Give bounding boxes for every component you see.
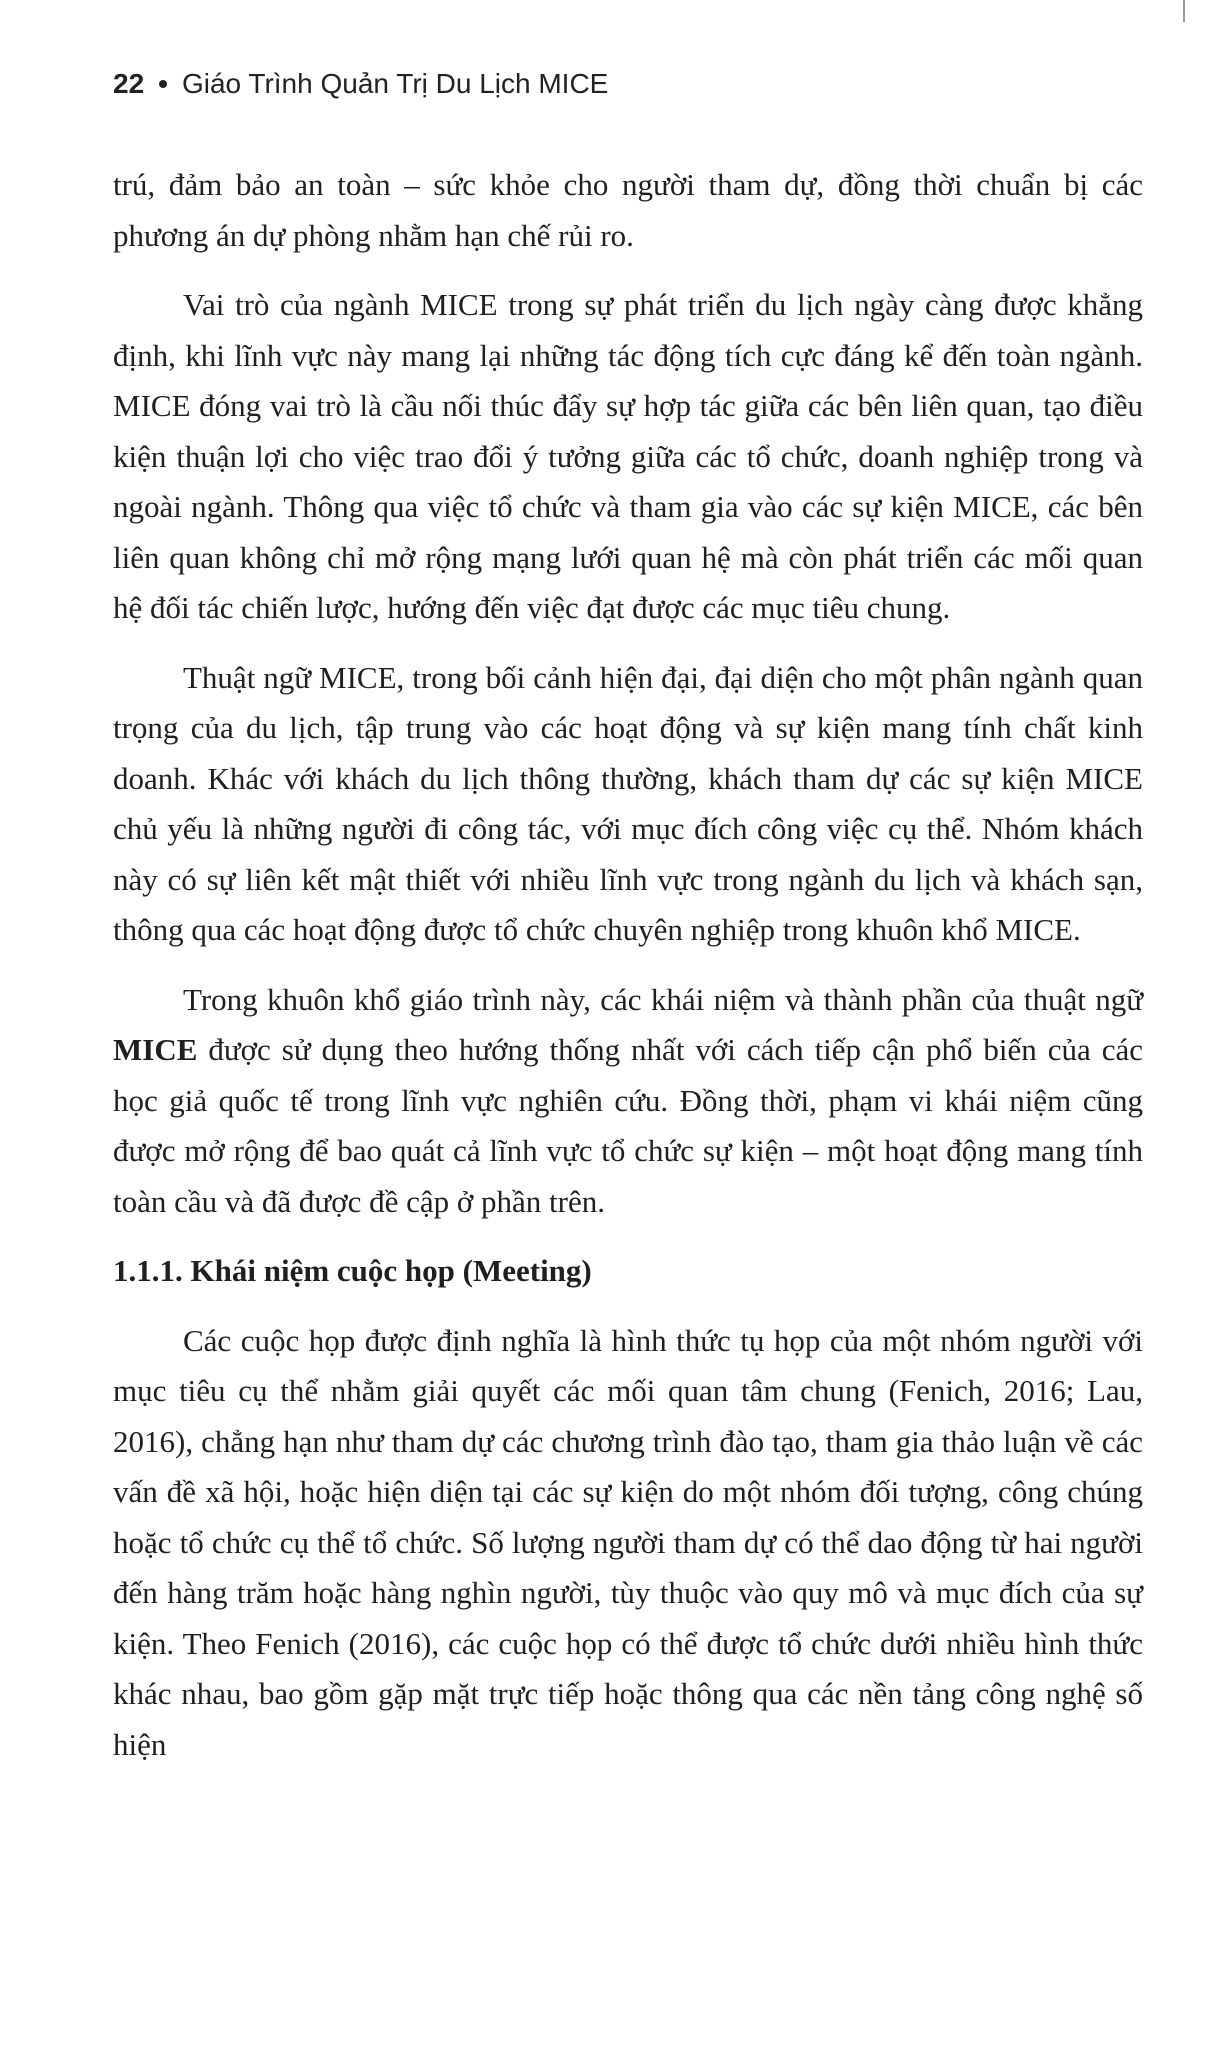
page-edge-mark bbox=[1183, 0, 1185, 22]
paragraph-mice-term: Thuật ngữ MICE, trong bối cảnh hiện đại, đại diện cho một phân ngành quan trọng của du lịch, tập trung vào các hoạt động và sự kiện mang tính chất kinh doanh. Khác với khách du lịch thông thường, khách tham dự các sự kiện MICE chủ yếu là những người đi công tác, với mục đích công việc cụ thể. Nhóm khách này có sự liên kết mật thiết với nhiều lĩnh vực trong ngành du lịch và khách sạn, thông qua các hoạt động được tổ chức chuyên nghiệp trong khuôn khổ MICE. bbox=[113, 659, 1143, 947]
header-separator: • bbox=[158, 68, 168, 99]
page-number: 22 bbox=[113, 68, 145, 99]
paragraph-meeting-definition: Các cuộc họp được định nghĩa là hình thức tụ họp của một nhóm người với mục tiêu cụ thể nhằm giải quyết các mối quan tâm chung (Fenich, 2016; Lau, 2016), chẳng hạn như tham dự các chương trình đào tạo, tham gia thảo luận về các vấn đề xã hội, hoặc hiện diện tại các sự kiện do một nhóm đối tượng, công chúng hoặc tổ chức cụ thể tổ chức. Số lượng người tham dự có thể dao động từ hai người đến hàng trăm hoặc hàng nghìn người, tùy thuộc vào quy mô và mục đích của sự kiện. Theo Fenich (2016), các cuộc họp có thể được tổ chức dưới nhiều hình thức khác nhau, bao gồm gặp mặt trực tiếp hoặc thông qua các nền tảng công nghệ số hiện bbox=[113, 1322, 1143, 1762]
paragraph-textbook-scope bbox=[113, 975, 1143, 1228]
paragraph-role-of-mice: Vai trò của ngành MICE trong sự phát triển du lịch ngày càng được khẳng định, khi lĩnh vực này mang lại những tác động tích cực đáng kể đến toàn ngành. MICE đóng vai trò là cầu nối thúc đẩy sự hợp tác giữa các bên liên quan, tạo điều kiện thuận lợi cho việc trao đổi ý tưởng giữa các tổ chức, doanh nghiệp trong và ngoài ngành. Thông qua việc tổ chức và tham gia vào các sự kiện MICE, các bên liên quan không chỉ mở rộng mạng lưới quan hệ mà còn phát triển các mối quan hệ đối tác chiến lược, hướng đến việc đạt được các mục tiêu chung. bbox=[113, 287, 1143, 625]
scope-bold-term: MICE bbox=[113, 1032, 198, 1067]
running-header bbox=[113, 68, 608, 100]
page-body bbox=[113, 160, 1143, 1789]
scope-text-part2: được sử dụng theo hướng thống nhất với cách tiếp cận phổ biến của các học giả quốc tế trong lĩnh vực nghiên cứu. Đồng thời, phạm vi khái niệm cũng được mở rộng để bao quát cả lĩnh vực tổ chức sự kiện – một hoạt động mang tính toàn cầu và đã được đề cập ở phần trên. bbox=[113, 1032, 1143, 1219]
scope-text-part1: Trong khuôn khổ giáo trình này, các khái niệm và thành phần của thuật ngữ bbox=[183, 981, 1143, 1017]
book-title: Giáo Trình Quản Trị Du Lịch MICE bbox=[181, 68, 609, 99]
section-heading: 1.1.1. Khái niệm cuộc họp (Meeting) bbox=[113, 1253, 592, 1288]
continued-paragraph: trú, đảm bảo an toàn – sức khỏe cho người tham dự, đồng thời chuẩn bị các phương án dự phòng nhằm hạn chế rủi ro. bbox=[113, 167, 1143, 253]
